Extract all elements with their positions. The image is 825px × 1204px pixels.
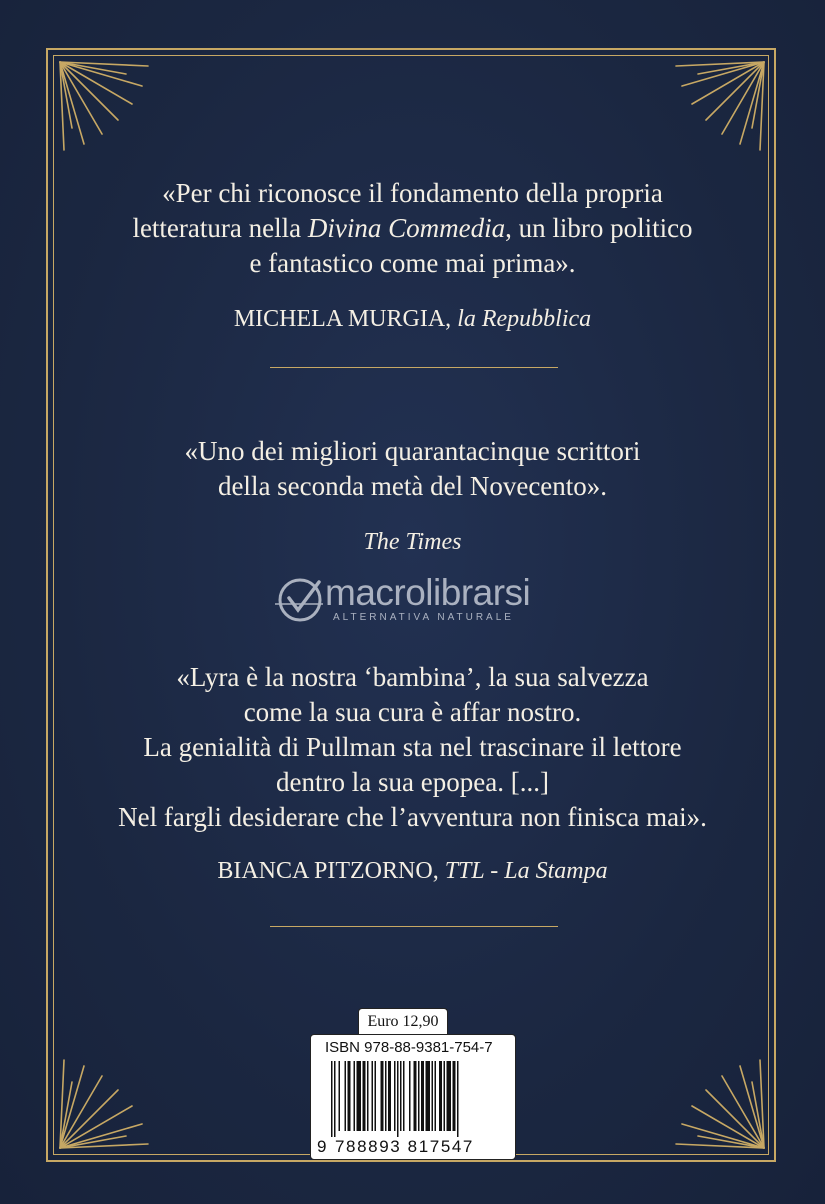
barcode-digits: 788893 817547: [335, 1137, 474, 1156]
quote-line: [100, 211, 725, 246]
attribution-source: TTL - La Stampa: [444, 858, 608, 884]
quote-line: e fantastico come mai prima».: [249, 248, 576, 278]
quote-line: dentro la sua epopea. [...]: [276, 767, 549, 797]
sunburst-ornament-icon: [56, 1056, 152, 1152]
price-label: Euro 12,90: [358, 1008, 448, 1034]
quote-text: letteratura nella: [132, 213, 308, 243]
quote-line: Nel fargli desiderare che l’avventura non finisca mai».: [118, 802, 707, 832]
gold-divider: [270, 367, 558, 368]
watermark-tagline: ALTERNATIVA NATURALE: [333, 612, 514, 623]
book-title-italic: Divina Commedia: [307, 213, 506, 243]
barcode-icon: [331, 1061, 507, 1137]
attribution-source: The Times: [363, 529, 462, 555]
attribution-source: la Repubblica: [457, 306, 592, 332]
watermark-name: macrolibrarsi: [325, 572, 531, 613]
attribution-author: BIANCA PITZORNO,: [217, 858, 445, 884]
quote-line: «Lyra è la nostra ‘bambina’, la sua salvezza: [176, 662, 649, 692]
quote-text: , un libro politico: [505, 213, 693, 243]
quote-attribution-pitzorno: [100, 856, 725, 886]
sunburst-ornament-icon: [672, 1056, 768, 1152]
macrolibrarsi-logo-icon: [275, 574, 325, 624]
sunburst-ornament-icon: [56, 58, 152, 154]
quote-line: La genialità di Pullman sta nel trascinare il lettore: [143, 732, 682, 762]
quote-times: [100, 434, 725, 504]
gold-divider: [270, 926, 558, 927]
quote-line: «Per chi riconosce il fondamento della propria: [162, 178, 663, 208]
barcode-first-digit: 9: [317, 1137, 327, 1156]
macrolibrarsi-watermark: [265, 570, 565, 630]
isbn-number: ISBN 978-88-9381-754-7: [325, 1039, 493, 1056]
sunburst-ornament-icon: [672, 58, 768, 154]
barcode-sticker: [310, 1034, 516, 1160]
attribution-author: MICHELA MURGIA,: [233, 306, 458, 332]
quote-pitzorno: [100, 660, 725, 835]
quote-attribution-murgia: [100, 304, 725, 334]
quote-line: della seconda metà del Novecento».: [217, 471, 608, 501]
quote-murgia: [100, 176, 725, 281]
quote-line: «Uno dei migliori quarantacinque scrittori: [184, 436, 641, 466]
quote-line: come la sua cura è affar nostro.: [243, 697, 582, 727]
quote-attribution-times: [100, 527, 725, 557]
